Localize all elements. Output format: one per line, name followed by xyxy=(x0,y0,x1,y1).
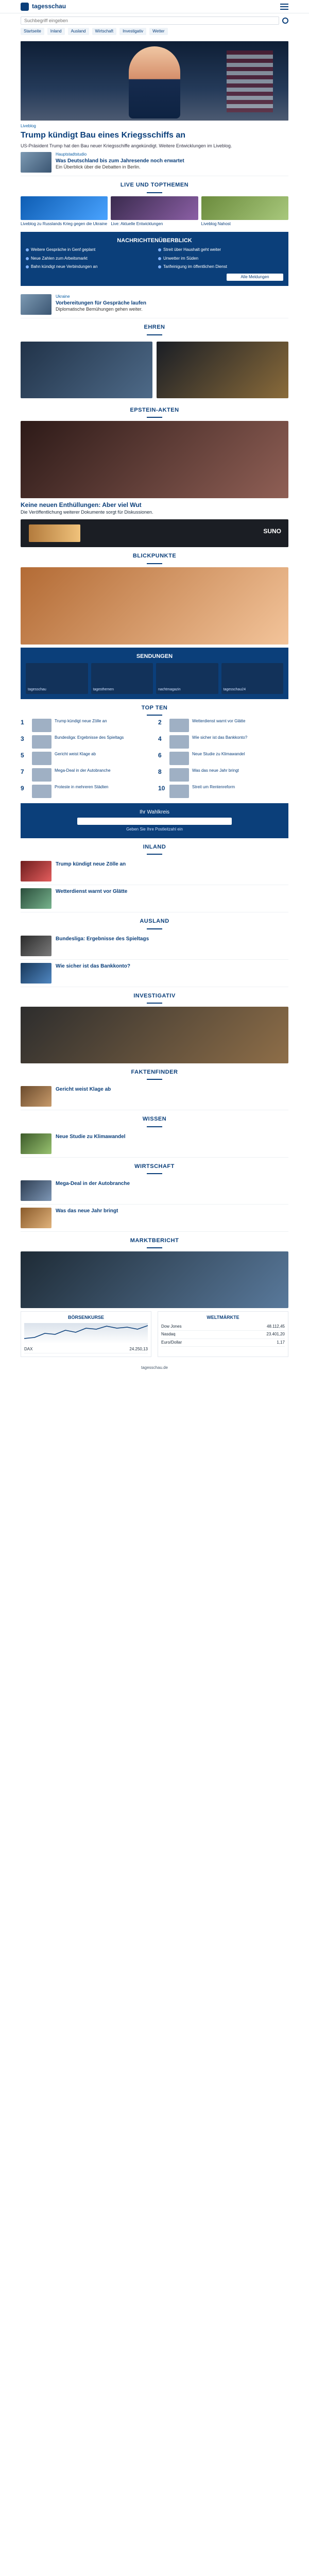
bullet-icon xyxy=(158,265,161,268)
article-title[interactable]: Was Deutschland bis zum Jahresende noch erwartet xyxy=(56,158,184,164)
section-title: FAKTENFINDER xyxy=(131,1069,178,1076)
overview-button[interactable]: Alle Meldungen xyxy=(227,274,283,281)
section-title: MARKTBERICHT xyxy=(130,1237,179,1244)
epstein-lead: Die Veröffentlichung weiterer Dokumente sorgt für Diskussionen. xyxy=(21,509,153,515)
investigativ-image[interactable] xyxy=(21,1007,288,1063)
article-row[interactable] xyxy=(21,149,288,176)
section-underline xyxy=(147,1079,162,1080)
epstein-image[interactable] xyxy=(21,421,288,498)
article-row[interactable]: Mega-Deal in der Autobranche xyxy=(21,1177,288,1205)
wahlkreis-box xyxy=(21,803,288,838)
sendungen-box xyxy=(21,648,288,699)
section-title: WIRTSCHAFT xyxy=(134,1163,175,1170)
feature-image[interactable] xyxy=(21,567,288,645)
section-underline xyxy=(147,854,162,855)
topten-item[interactable]: 9 Proteste in mehreren Städten xyxy=(21,785,151,798)
overview-grid xyxy=(26,247,283,269)
section-title: INLAND xyxy=(143,844,166,851)
overview-item[interactable]: Tarifeinigung im öffentlichen Dienst xyxy=(158,264,283,269)
brand[interactable] xyxy=(21,3,66,11)
article-row[interactable]: Wie sicher ist das Bankkonto? xyxy=(21,960,288,987)
section-underline xyxy=(147,928,162,929)
stocks-table: DAX 24.250,13 xyxy=(24,1346,148,1353)
topten-item[interactable]: 2 Wetterdienst warnt vor Glätte xyxy=(158,719,288,732)
finance-section xyxy=(21,1311,288,1357)
bullet-icon xyxy=(26,248,29,251)
overview-title: NACHRICHTENÜBERBLICK xyxy=(117,237,192,244)
overview-item[interactable]: Streit über Haushalt geht weiter xyxy=(158,247,283,252)
search-icon[interactable] xyxy=(282,18,288,24)
article-thumb xyxy=(21,152,52,173)
sendungen-title: SENDUNGEN xyxy=(136,653,173,659)
footer: tagesschau.de xyxy=(141,1365,168,1370)
section-underline xyxy=(147,563,162,564)
bullet-icon xyxy=(26,265,29,268)
article-row[interactable]: Neue Studie zu Klimawandel xyxy=(21,1130,288,1158)
live-card[interactable] xyxy=(201,196,288,227)
top-bar xyxy=(0,0,309,13)
live-image xyxy=(111,196,198,220)
postcode-input[interactable] xyxy=(77,818,232,825)
topten-item[interactable]: 4 Wie sicher ist das Bankkonto? xyxy=(158,735,288,749)
article-kicker: Ukraine xyxy=(56,294,70,299)
section-title: INVESTIGATIV xyxy=(133,992,176,999)
sendung-card[interactable]: tagesschau xyxy=(26,663,88,694)
article-row[interactable]: Gericht weist Klage ab xyxy=(21,1083,288,1110)
live-card[interactable] xyxy=(21,196,108,227)
overview-item[interactable]: Weitere Gespräche in Genf geplant xyxy=(26,247,151,252)
hero-lead: US-Präsident Trump hat den Bau neuer Kriegsschiffe angekündigt. Weitere Entwicklungen im Liveblog. xyxy=(21,143,232,148)
topten-item[interactable]: 7 Mega-Deal in der Autobranche xyxy=(21,768,151,782)
nav-item[interactable]: Investigativ xyxy=(119,28,146,35)
section-underline xyxy=(147,1126,162,1127)
section-title: BLICKPUNKTE xyxy=(132,553,177,560)
sendung-card[interactable]: tagesthemen xyxy=(91,663,153,694)
world-title: WELTMÄRKTE xyxy=(207,1315,239,1320)
article-row[interactable]: Wetterdienst warnt vor Glätte xyxy=(21,885,288,912)
flag-image xyxy=(227,50,273,112)
dax-line xyxy=(24,1323,148,1344)
bullet-icon xyxy=(158,257,161,260)
article-snippet: Diplomatische Bemühungen gehen weiter. xyxy=(56,306,143,312)
article-row[interactable] xyxy=(21,291,288,318)
live-caption: Liveblog Nahost xyxy=(201,221,231,226)
topten-item[interactable]: 5 Gericht weist Klage ab xyxy=(21,752,151,765)
search-input[interactable] xyxy=(21,16,279,25)
nav-item[interactable]: Wetter xyxy=(149,28,167,35)
section-underline xyxy=(147,1247,162,1248)
section-title: WISSEN xyxy=(142,1116,167,1123)
section-underline xyxy=(147,1173,162,1174)
overview-item[interactable]: Neue Zahlen zum Arbeitsmarkt xyxy=(26,256,151,261)
article-row[interactable]: Trump kündigt neue Zölle an xyxy=(21,858,288,885)
stocks-title: BÖRSENKURSE xyxy=(67,1315,104,1320)
article-snippet: Ein Überblick über die Debatten in Berlin. xyxy=(56,164,141,170)
market-image[interactable] xyxy=(21,1251,288,1308)
section-underline xyxy=(147,334,162,335)
sendung-card[interactable]: nachtmagazin xyxy=(156,663,218,694)
live-image xyxy=(21,196,108,220)
nav-item[interactable]: Wirtschaft xyxy=(92,28,117,35)
wahl-sub: Geben Sie Ihre Postleitzahl ein xyxy=(126,827,183,832)
live-caption: Live: Aktuelle Entwicklungen xyxy=(111,221,163,226)
section-title: EPSTEIN-AKTEN xyxy=(130,406,179,413)
article-kicker: Hauptstadtstudio xyxy=(56,152,87,157)
section-underline xyxy=(147,1003,162,1004)
epstein-headline[interactable]: Keine neuen Enthüllungen: Aber viel Wut xyxy=(21,501,142,509)
twocol-cards xyxy=(21,338,288,401)
logo-icon xyxy=(21,3,29,11)
wahl-title: Ihr Wahlkreis xyxy=(140,809,169,816)
article-image[interactable] xyxy=(157,342,288,398)
live-strip xyxy=(21,196,288,227)
ad-graphic xyxy=(29,524,80,542)
hero-image[interactable] xyxy=(21,41,288,121)
nav-chips xyxy=(0,28,309,38)
sendung-card[interactable]: tagesschau24 xyxy=(221,663,284,694)
menu-icon[interactable] xyxy=(280,4,288,10)
topten-item[interactable]: 1 Trump kündigt neue Zölle an xyxy=(21,719,151,732)
overview-box xyxy=(21,232,288,286)
portrait-image xyxy=(129,46,180,118)
topten-item[interactable]: 3 Bundesliga: Ergebnisse des Spieltags xyxy=(21,735,151,749)
world-box xyxy=(158,1311,288,1357)
article-row[interactable]: Was das neue Jahr bringt xyxy=(21,1205,288,1232)
nav-item[interactable]: Startseite xyxy=(21,28,44,35)
section-title: TOP TEN xyxy=(141,704,168,711)
article-row[interactable]: Bundesliga: Ergebnisse des Spieltags xyxy=(21,933,288,960)
stock-box xyxy=(21,1311,151,1357)
live-image xyxy=(201,196,288,220)
nav-item[interactable]: Inland xyxy=(47,28,65,35)
overview-item[interactable]: Bahn kündigt neue Verbindungen an xyxy=(26,264,151,269)
live-section-title: LIVE UND TOPTHEMEN xyxy=(120,182,189,189)
section-title: AUSLAND xyxy=(140,918,169,925)
ad-label: SUNO xyxy=(263,528,281,535)
world-table: Dow Jones 48.112,45 Nasdaq 23.401,20 Euro/Dollar 1,17 xyxy=(161,1323,285,1347)
brand-label: tagesschau xyxy=(32,2,66,10)
nav-item[interactable]: Ausland xyxy=(68,28,89,35)
topten-item[interactable]: 6 Neue Studie zu Klimawandel xyxy=(158,752,288,765)
section-underline xyxy=(147,192,162,193)
section-underline xyxy=(147,417,162,418)
live-caption: Liveblog zu Russlands Krieg gegen die Ukraine xyxy=(21,221,108,226)
bullet-icon xyxy=(26,257,29,260)
article-title[interactable]: Vorbereitungen für Gespräche laufen xyxy=(56,300,146,306)
search-row xyxy=(0,13,309,28)
article-thumb xyxy=(21,294,52,315)
section-underline xyxy=(147,715,162,716)
article-image[interactable] xyxy=(21,342,152,398)
ad-banner[interactable] xyxy=(21,519,288,547)
sendungen-grid xyxy=(26,663,283,694)
bullet-icon xyxy=(158,248,161,251)
overview-item[interactable]: Unwetter im Süden xyxy=(158,256,283,261)
dax-chart xyxy=(24,1323,148,1344)
section-title: EHREN xyxy=(144,324,165,331)
topten-grid xyxy=(21,719,288,798)
hero-kicker: Liveblog xyxy=(21,124,36,129)
topten-item[interactable]: 10 Streit um Rentenreform xyxy=(158,785,288,798)
hero-title[interactable]: Trump kündigt Bau eines Kriegsschiffs an xyxy=(21,130,186,140)
live-card[interactable] xyxy=(111,196,198,227)
topten-item[interactable]: 8 Was das neue Jahr bringt xyxy=(158,768,288,782)
